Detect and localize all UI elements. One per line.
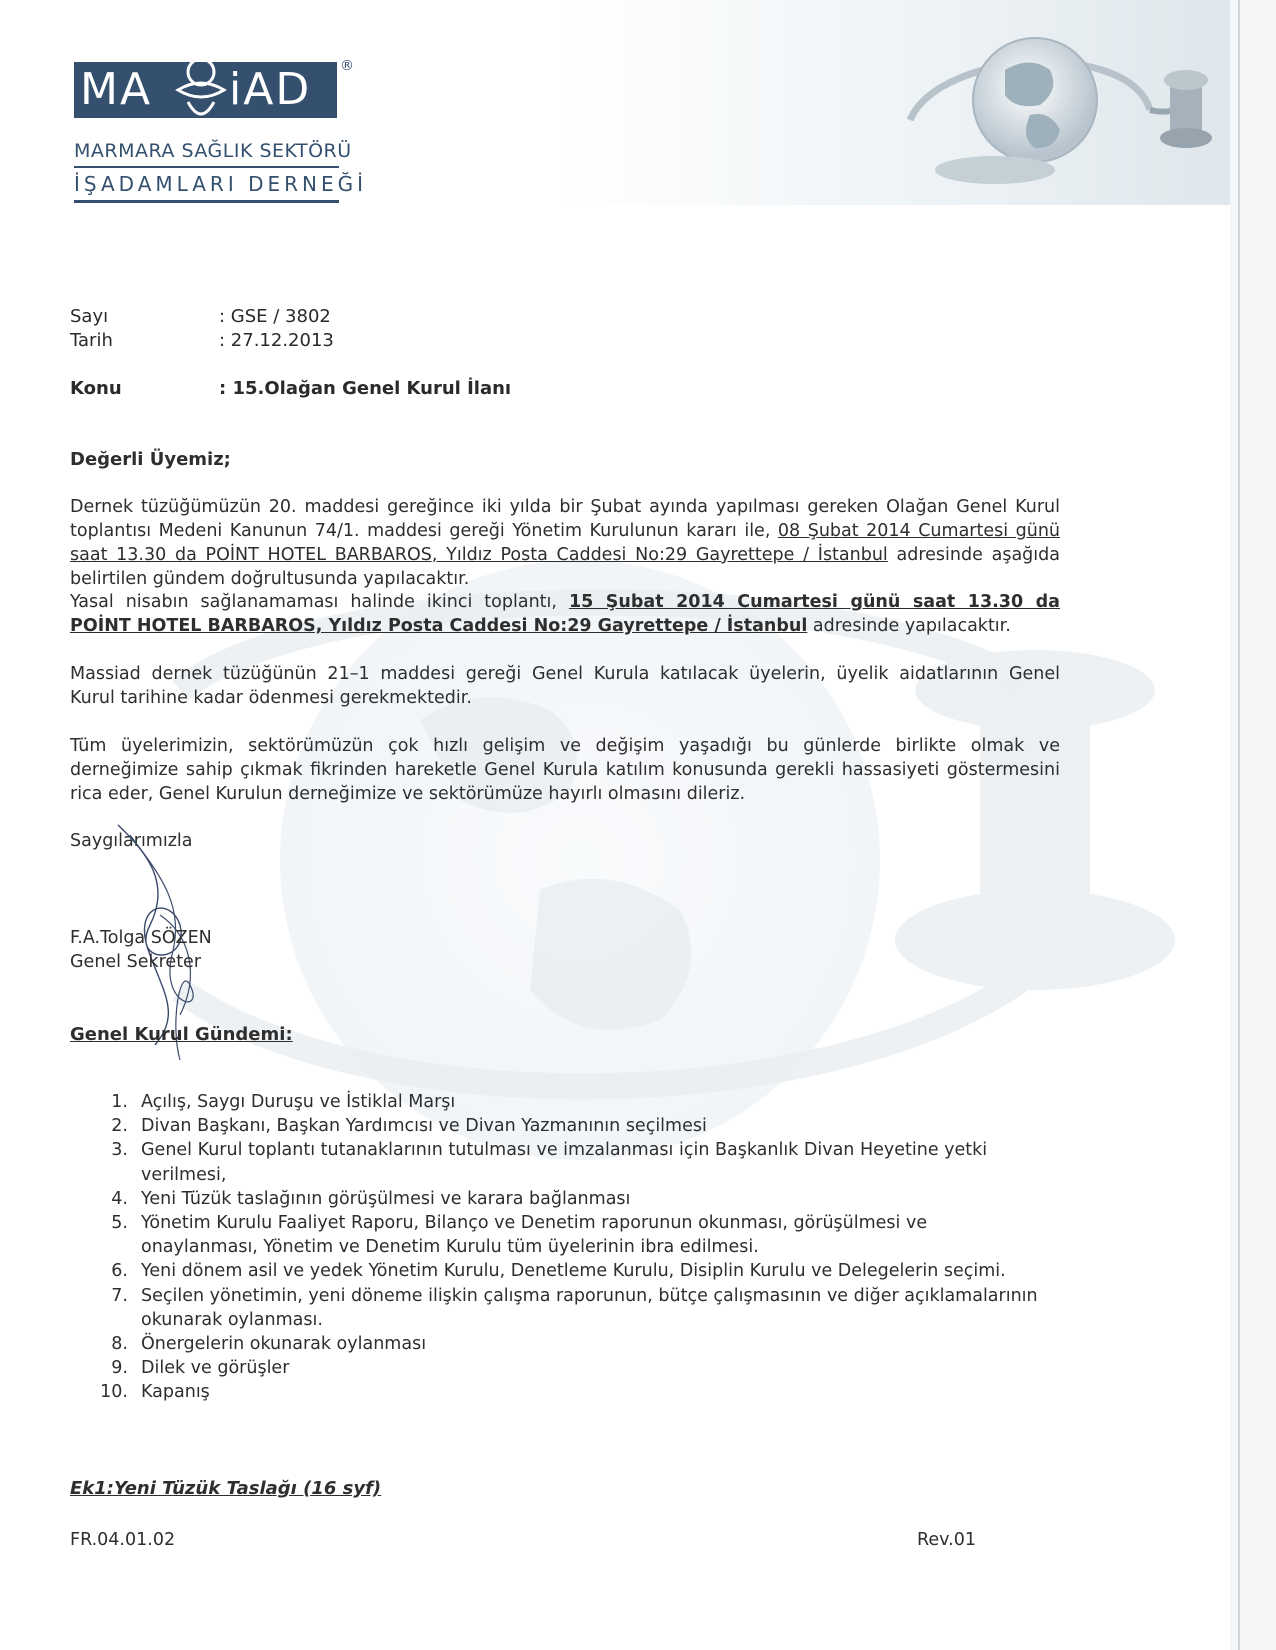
- para3-line3: rica eder, Genel Kurulun derneğimize ve sektörümüze hayırlı olmasını dileriz.: [70, 784, 746, 804]
- para1-line4: belirtilen gündem doğrultusunda yapılacaktır.: [70, 569, 470, 589]
- logo-rule: [74, 166, 339, 168]
- org-name-line1: MARMARA SAĞLIK SEKTÖRÜ: [74, 140, 352, 162]
- tarih-value: : 27.12.2013: [219, 330, 334, 351]
- para3-line1: Tüm üyelerimizin, sektörümüzün çok hızlı gelişim ve değişim yaşadığı bu günlerde birlikte olmak ve: [70, 736, 1060, 756]
- para1-line6: [70, 616, 1011, 636]
- para1-line3-b: adresinde aşağıda: [887, 545, 1060, 565]
- sayi-value: : GSE / 3802: [219, 306, 331, 327]
- para1-line2: [70, 521, 1060, 541]
- massiad-logo: [74, 58, 374, 212]
- agenda-item: 9. Dilek ve görüşler: [111, 1358, 290, 1379]
- closing: Saygılarımızla: [70, 831, 193, 851]
- agenda-item: 7. Seçilen yönetimin, yeni döneme ilişkin çalışma raporunun, bütçe çalışmasının ve diğer açıklamalarının okunarak oylanması.: [111, 1285, 1038, 1330]
- konu-label: Konu: [70, 378, 122, 399]
- salutation: Değerli Üyemiz;: [70, 449, 231, 470]
- para1-line5: [70, 592, 1060, 612]
- agenda-item: 5. Yönetim Kurulu Faaliyet Raporu, Bilanço ve Denetim raporunun okunması, görüşülmesi ve onaylanması, Yönetim ve Denetim Kurulu tüm üyelerinin ibra edilmesi.: [111, 1213, 928, 1258]
- agenda-item: 8. Önergelerin okunarak oylanması: [111, 1334, 427, 1355]
- scan-edge: [1230, 0, 1276, 1650]
- para1-line2-a: toplantısı Medeni Kanunun 74/1. maddesi gereği Yönetim Kurulunun kararı ile,: [70, 521, 778, 541]
- agenda-heading: Genel Kurul Gündemi:: [70, 1024, 293, 1045]
- caduceus-emblem-icon: [166, 54, 236, 126]
- signatory-name: F.A.Tolga SÖZEN: [70, 928, 212, 948]
- para2-line1: Massiad dernek tüzüğünün 21–1 maddesi gereği Genel Kurula katılacak üyelerin, üyelik aidatlarının Genel: [70, 664, 1060, 684]
- logo-text-left: MA: [80, 64, 153, 115]
- agenda-item: 6. Yeni dönem asil ve yedek Yönetim Kurulu, Denetleme Kurulu, Disiplin Kurulu ve Delegelerin seçimi.: [111, 1261, 1006, 1282]
- revision-code: Rev.01: [917, 1530, 976, 1550]
- header-globe-icon: [900, 20, 1230, 205]
- second-meeting-venue: POİNT HOTEL BARBAROS, Yıldız Posta Caddesi No:29 Gayrettepe / İstanbul: [70, 616, 808, 636]
- agenda-item: 2. Divan Başkanı, Başkan Yardımcısı ve Divan Yazmanının seçilmesi: [111, 1116, 707, 1137]
- first-meeting-date: 08 Şubat 2014 Cumartesi günü: [777, 521, 1061, 541]
- signatory-title: Genel Sekreter: [70, 952, 202, 972]
- para1-line1: Dernek tüzüğümüzün 20. maddesi gereğince iki yılda bir Şubat ayında yapılması gereken Olağan Genel Kurul: [70, 497, 1060, 517]
- agenda-item: 10. Kapanış: [100, 1382, 210, 1403]
- second-meeting-date: 15 Şubat 2014 Cumartesi günü saat 13.30 da: [568, 592, 1060, 612]
- tarih-label: Tarih: [70, 330, 113, 351]
- para1-line5-a: Yasal nisabın sağlanamaması halinde ikinci toplantı,: [70, 592, 569, 612]
- registered-mark: ®: [340, 58, 354, 74]
- konu-value: : 15.Olağan Genel Kurul İlanı: [219, 378, 512, 399]
- agenda-item: 4. Yeni Tüzük taslağının görüşülmesi ve karara bağlanması: [111, 1188, 631, 1209]
- attachment-note: Ek1:Yeni Tüzük Taslağı (16 syf): [70, 1478, 382, 1499]
- agenda-list: [98, 1090, 1098, 1405]
- first-meeting-venue: saat 13.30 da POİNT HOTEL BARBAROS, Yıldız Posta Caddesi No:29 Gayrettepe / İstanbul: [70, 545, 888, 565]
- para2-line2: Kurul tarihine kadar ödenmesi gerekmektedir.: [70, 688, 472, 708]
- para3-line2: derneğimize sahip çıkmak fikrinden hareketle Genel Kurula katılım konusunda gerekli hassasiyeti göstermesini: [70, 760, 1060, 780]
- org-name-line2: İŞADAMLARI DERNEĞİ: [74, 172, 367, 196]
- agenda-item: 1. Açılış, Saygı Duruşu ve İstiklal Marşı: [111, 1092, 456, 1112]
- para1-line3: [70, 545, 1060, 565]
- scan-edge-line: [1238, 0, 1240, 1650]
- sayi-label: Sayı: [70, 306, 109, 327]
- agenda-item: 3. Genel Kurul toplantı tutanaklarının tutulması ve imzalanması için Başkanlık Divan Heyetine yetki verilmesi,: [111, 1140, 988, 1185]
- para1-line6-b: adresinde yapılacaktır.: [807, 616, 1011, 636]
- logo-text-right: iAD: [229, 64, 312, 115]
- logo-rule-bottom: [74, 200, 339, 203]
- form-code: FR.04.01.02: [70, 1530, 176, 1550]
